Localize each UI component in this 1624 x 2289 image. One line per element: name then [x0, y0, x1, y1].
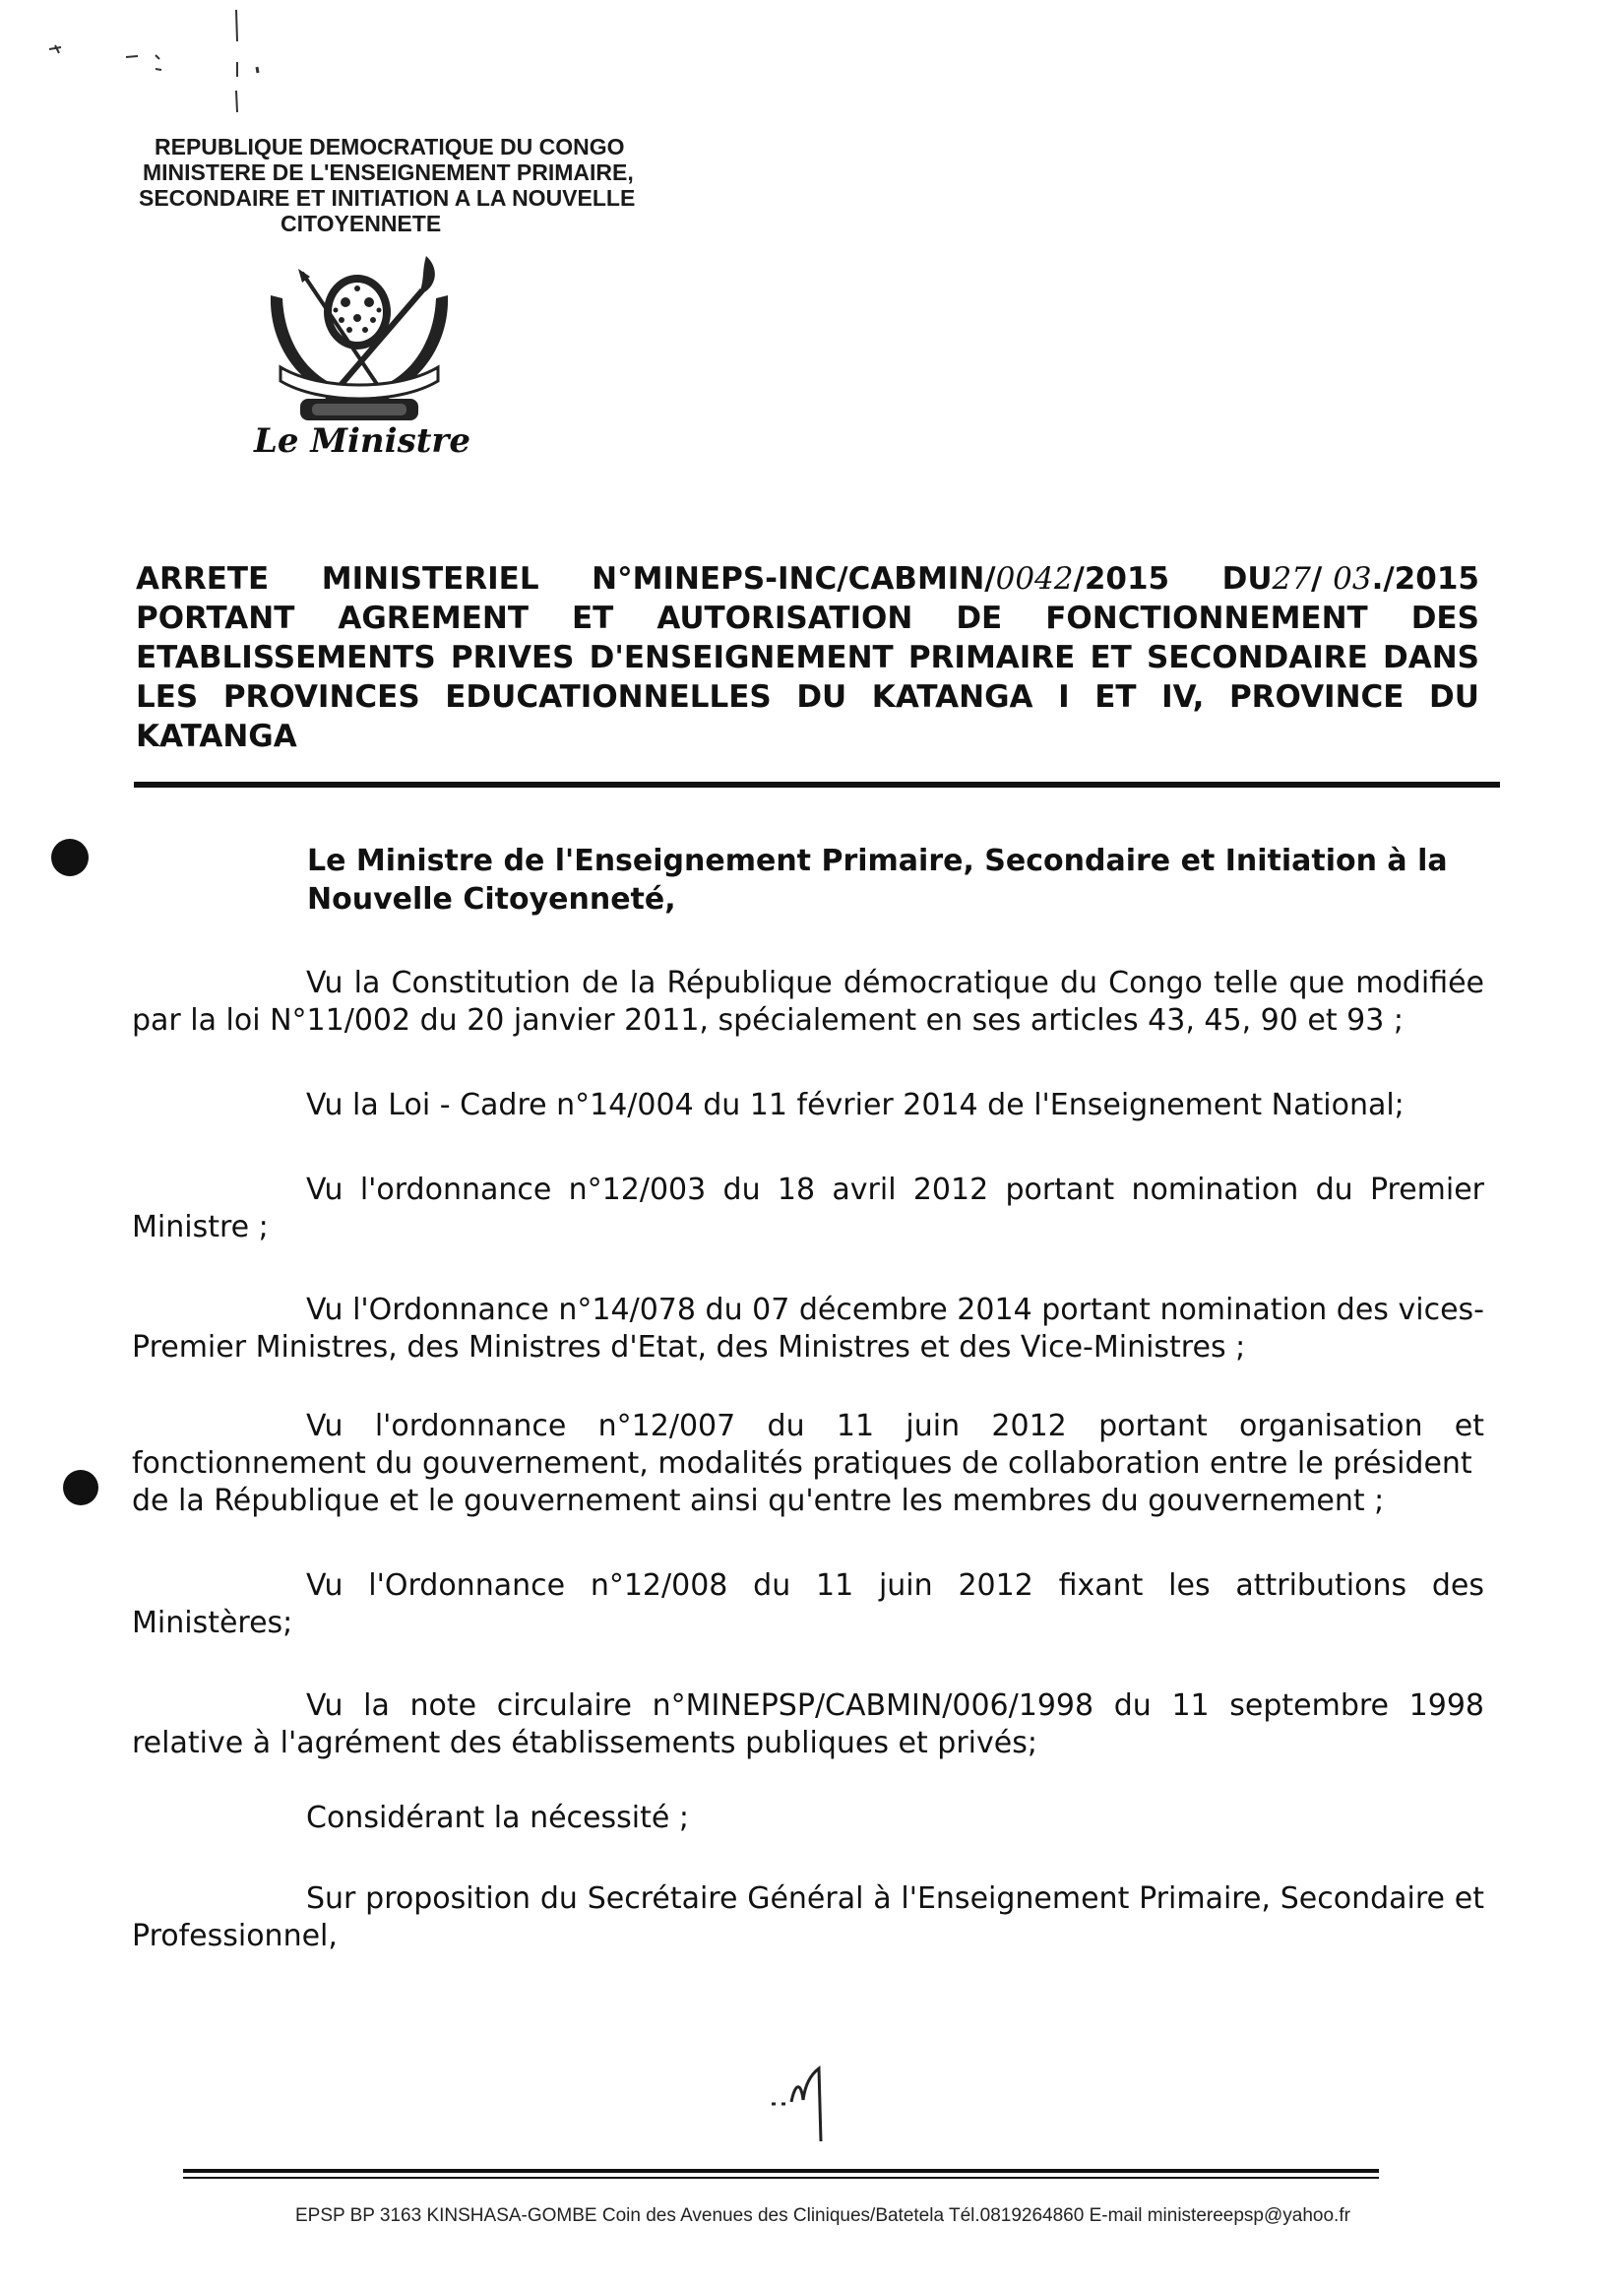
title-word: ET — [1090, 640, 1132, 675]
paragraph-line: Vu l'Ordonnance n°14/078 du 07 décembre 2014 portant nomination des vices- — [306, 1293, 1484, 1327]
paragraph-line: Vu la Loi - Cadre n°14/004 du 11 février 2014 de l'Enseignement National; — [306, 1088, 1405, 1122]
title-word: ETABLISSEMENTS — [136, 640, 436, 675]
title-word: MINISTERIEL — [321, 561, 539, 597]
title-word: ET — [1094, 679, 1137, 715]
title-word: DES — [1410, 601, 1479, 636]
handwritten-day: 27 — [1272, 561, 1311, 597]
title-divider — [134, 782, 1500, 788]
title-word: PORTANT — [136, 601, 295, 636]
title-line-3 — [136, 638, 1479, 677]
paragraph-line: Vu l'ordonnance n°12/003 du 18 avril 2012 portant nomination du Premier — [306, 1173, 1484, 1207]
title-word: / — [1311, 561, 1323, 597]
title-word: PRIVES — [450, 640, 575, 675]
title-word: DE — [956, 601, 1003, 636]
paragraph-line: Ministères; — [132, 1606, 293, 1640]
title-word: KATANGA — [136, 719, 297, 754]
footer-divider-thin — [183, 2177, 1379, 2179]
paragraph-note-circulaire — [132, 1687, 1484, 1762]
paragraph-ordonnance-gouvernement — [132, 1408, 1484, 1520]
paragraph-proposition — [132, 1880, 1484, 1955]
paragraph-line: fonctionnement du gouvernement, modalités pratiques de collaboration entre le président — [132, 1446, 1472, 1481]
title-word: DANS — [1382, 640, 1479, 675]
paragraph-line: de la République et le gouvernement ainsi qu'entre les membres du gouvernement ; — [132, 1484, 1385, 1518]
paragraph-constitution — [132, 965, 1484, 1040]
paragraph-line: Vu l'Ordonnance n°12/008 du 11 juin 2012 fixant les attributions des — [306, 1568, 1484, 1603]
paragraph-line: Vu la note circulaire n°MINEPSP/CABMIN/006/1998 du 11 septembre 1998 — [306, 1688, 1484, 1723]
punch-hole-mark — [51, 839, 89, 876]
title-word: DU — [1221, 561, 1273, 597]
title-line-1 — [136, 559, 1479, 599]
paragraph-ordonnance-ministres — [132, 1292, 1484, 1367]
title-word: ET — [571, 601, 614, 636]
title-word: DU — [796, 679, 847, 715]
paragraph-line: Ministre ; — [132, 1210, 269, 1244]
punch-hole-mark — [63, 1470, 98, 1505]
title-word: PROVINCE — [1228, 679, 1405, 715]
title-word: IV, — [1161, 679, 1205, 715]
letterhead-line-ministry: MINISTERE DE L'ENSEIGNEMENT PRIMAIRE, — [143, 159, 634, 185]
paragraph-line: Sur proposition du Secrétaire Général à l'Enseignement Primaire, Secondaire et — [306, 1881, 1484, 1916]
title-word: N°MINEPS-INC/CABMIN/ — [592, 561, 996, 597]
minister-heading-line: Nouvelle Citoyenneté, — [307, 882, 676, 917]
paragraph-considerant — [132, 1800, 1484, 1837]
paragraph-line: Vu l'ordonnance n°12/007 du 11 juin 2012 portant organisation et — [306, 1409, 1484, 1443]
paragraph-line: Premier Ministres, des Ministres d'Etat, des Ministres et des Vice-Ministres ; — [132, 1330, 1246, 1365]
title-word: PRIMAIRE — [907, 640, 1076, 675]
title-word: AGREMENT — [338, 601, 529, 636]
title-word: LES — [136, 679, 199, 715]
letterhead — [133, 134, 723, 236]
minister-signature-title: Le Ministre — [254, 421, 470, 461]
title-word: EDUCATIONNELLES — [445, 679, 772, 715]
title-word: DU — [1429, 679, 1479, 715]
title-word: KATANGA — [871, 679, 1033, 715]
paragraph-line: Professionnel, — [132, 1919, 338, 1953]
title-word: SECONDAIRE — [1146, 640, 1368, 675]
paragraph-line: Considérant la nécessité ; — [306, 1801, 689, 1835]
coat-of-arms-emblem — [251, 251, 468, 433]
title-line-5 — [136, 717, 1479, 756]
scan-marks — [39, 8, 295, 116]
letterhead-line-ministry-2: SECONDAIRE ET INITIATION A LA NOUVELLE — [139, 185, 636, 211]
paragraph-ordonnance-premier-ministre — [132, 1172, 1484, 1246]
title-word: ./2015 — [1371, 561, 1479, 597]
paragraph-line: par la loi N°11/002 du 20 janvier 2011, spécialement en ses articles 43, 45, 90 et 93 ; — [132, 1003, 1404, 1038]
title-word: D'ENSEIGNEMENT — [589, 640, 894, 675]
paragraph-line: relative à l'agrément des établissements publiques et privés; — [132, 1726, 1037, 1760]
title-date — [1222, 559, 1479, 599]
handwritten-page-mark — [768, 2063, 846, 2151]
paragraph-ordonnance-attributions — [132, 1567, 1484, 1642]
minister-heading-line: Le Ministre de l'Enseignement Primaire, Secondaire et Initiation à la — [307, 844, 1448, 878]
minister-heading — [307, 842, 1488, 919]
title-decree-number — [592, 559, 1169, 599]
title-word: /2015 — [1073, 561, 1170, 597]
handwritten-number: 0042 — [995, 561, 1074, 597]
title-word: ARRETE — [136, 561, 270, 597]
decree-title — [136, 559, 1479, 756]
handwritten-month: 03 — [1333, 561, 1372, 597]
title-line-2 — [136, 599, 1479, 638]
paragraph-line: Vu la Constitution de la République démocratique du Congo telle que modifiée — [306, 966, 1484, 1000]
title-line-4 — [136, 677, 1479, 717]
letterhead-line-ministry-3: CITOYENNETE — [281, 211, 442, 236]
title-word: FONCTIONNEMENT — [1045, 601, 1368, 636]
title-word: PROVINCES — [222, 679, 420, 715]
footer-address: EPSP BP 3163 KINSHASA-GOMBE Coin des Avenues des Cliniques/Batetela Tél.0819264860 E-mail ministereepsp@yahoo.fr — [295, 2205, 1350, 2226]
title-word: I — [1058, 679, 1070, 715]
letterhead-line-country: REPUBLIQUE DEMOCRATIQUE DU CONGO — [155, 134, 625, 159]
title-word: AUTORISATION — [656, 601, 913, 636]
paragraph-loi-cadre — [132, 1087, 1484, 1124]
footer-divider — [183, 2169, 1379, 2173]
